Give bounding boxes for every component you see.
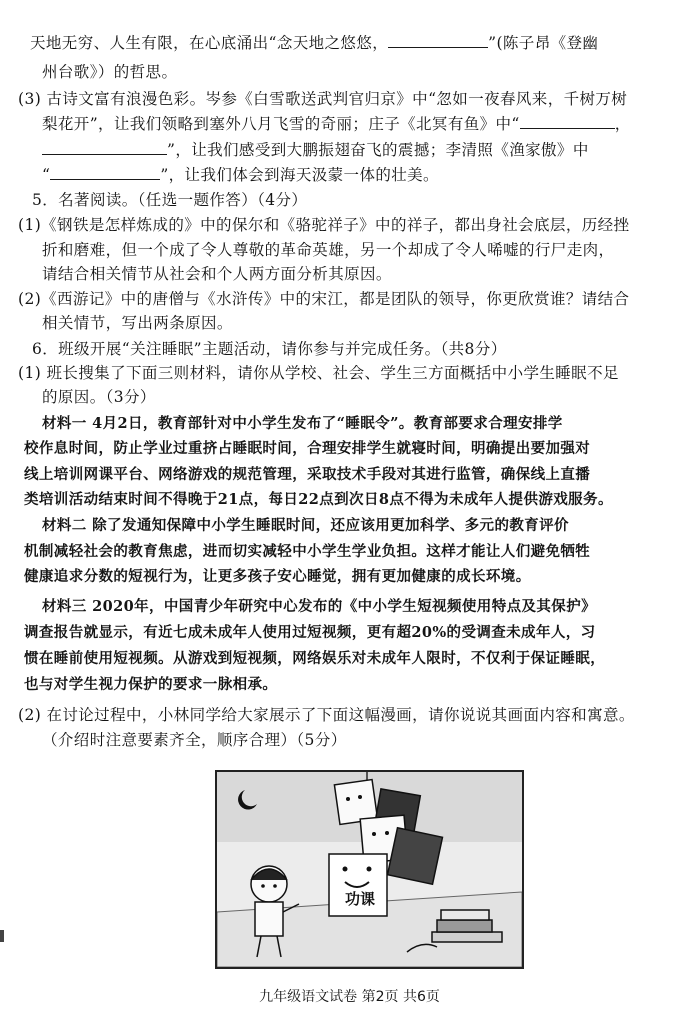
text-line: 州台歌》）的哲思。	[42, 63, 178, 81]
text-line: 调查报告就显示，有近七成未成年人使用过短视频，更有超20%的受调查未成年人，习	[24, 624, 596, 641]
question-5-1: (1)《钢铁是怎样炼成的》中的保尔和《骆驼祥子》中的祥子，都出身社会底层，历经挫	[18, 216, 630, 234]
question-5-heading: 5．名著阅读。（任选一题作答）（4分）	[32, 191, 308, 209]
question-3: (3) 古诗文富有浪漫色彩。岑参《白雪歌送武判官归京》中“忽如一夜春风来，千树万树	[18, 90, 628, 108]
material-3: 材料三 2020年，中国青少年研究中心发布的《中小学生短视频使用特点及其保护》	[42, 598, 597, 615]
text-span: 天地无穷、人生有限，在心底涌出“念天地之悠悠，	[30, 34, 389, 52]
text-span: ，	[614, 115, 631, 133]
question-6-1: (1) 班长搜集了下面三则材料，请你从学校、社会、学生三方面概括中小学生睡眠不足	[18, 364, 619, 382]
answer-blank[interactable]	[42, 140, 167, 155]
material-1: 材料一 4月2日，教育部针对中小学生发布了“睡眠令”。教育部要求合理安排学	[42, 415, 563, 432]
page-footer: 九年级语文试卷 第2页 共6页	[259, 989, 440, 1005]
question-6-2: (2) 在讨论过程中，小林同学给大家展示了下面这幅漫画，请你说说其画面内容和寓意。	[18, 706, 635, 724]
text-line: 线上培训网课平台、网络游戏的规范管理，采取技术手段对其进行监管，确保线上直播	[24, 466, 591, 483]
text-line: 类培训活动结束时间不得晚于21点，每日22点到次日8点不得为未成年人提供游戏服务。	[24, 491, 613, 508]
question-5-2: (2)《西游记》中的唐僧与《水浒传》中的宋江，都是团队的领导，你更欣赏谁？请结合	[18, 290, 630, 308]
text-line: 惯在睡前使用短视频。从游戏到短视频，网络娱乐对未成年人限时，不仅利于保证睡眠，	[24, 650, 606, 667]
question-6-heading: 6．班级开展“关注睡眠”主题活动，请你参与并完成任务。（共8分）	[32, 340, 507, 358]
text-span: ”(陈子昂《登幽	[488, 34, 599, 52]
text-line: 的原因。（3分）	[42, 388, 156, 406]
text-line: （介绍时注意要素齐全，顺序合理）（5分）	[42, 731, 347, 749]
answer-blank[interactable]	[520, 114, 615, 129]
text-line: 校作息时间，防止学业过重挤占睡眠时间，合理安排学生就寝时间，明确提出要加强对	[24, 440, 591, 457]
text-line: 也与对学生视力保护的要求一脉相承。	[24, 676, 278, 693]
text-span: 梨花开”，让我们领略到塞外八月飞雪的奇丽；庄子《北冥有鱼》中“	[42, 115, 520, 133]
text-line: 相关情节，写出两条原因。	[42, 314, 233, 332]
cartoon-book-label: 功课	[345, 890, 376, 908]
text-line	[42, 164, 439, 186]
text-line: 机制减轻社会的教育焦虑，进而切实减轻中小学生学业负担。这样才能让人们避免牺牲	[24, 543, 591, 560]
text-line: 请结合相关情节从社会和个人两方面分析其原因。	[42, 265, 392, 283]
page-edge-mark	[0, 930, 4, 942]
answer-blank[interactable]	[388, 33, 488, 48]
material-2: 材料二 除了发通知保障中小学生睡眠时间，还应该用更加科学、多元的教育评价	[42, 517, 569, 534]
text-line: 折和磨难，但一个成了令人尊敬的革命英雄，另一个却成了令人唏嘘的行尸走肉，	[42, 241, 615, 259]
cartoon-illustration	[215, 770, 524, 969]
text-span: “	[42, 166, 51, 184]
text-line	[42, 113, 631, 135]
text-span: ”，让我们感受到大鹏振翅奋飞的震撼；李清照《渔家傲》中	[167, 141, 589, 159]
answer-blank[interactable]	[50, 165, 160, 180]
text-span: ”，让我们体会到海天汲蒙一体的壮美。	[160, 166, 439, 184]
text-line: 健康追求分数的短视行为，让更多孩子安心睡觉，拥有更加健康的成长环境。	[24, 568, 531, 585]
cartoon-drawing	[217, 772, 522, 967]
text-line	[42, 139, 589, 161]
text-line	[30, 32, 598, 54]
